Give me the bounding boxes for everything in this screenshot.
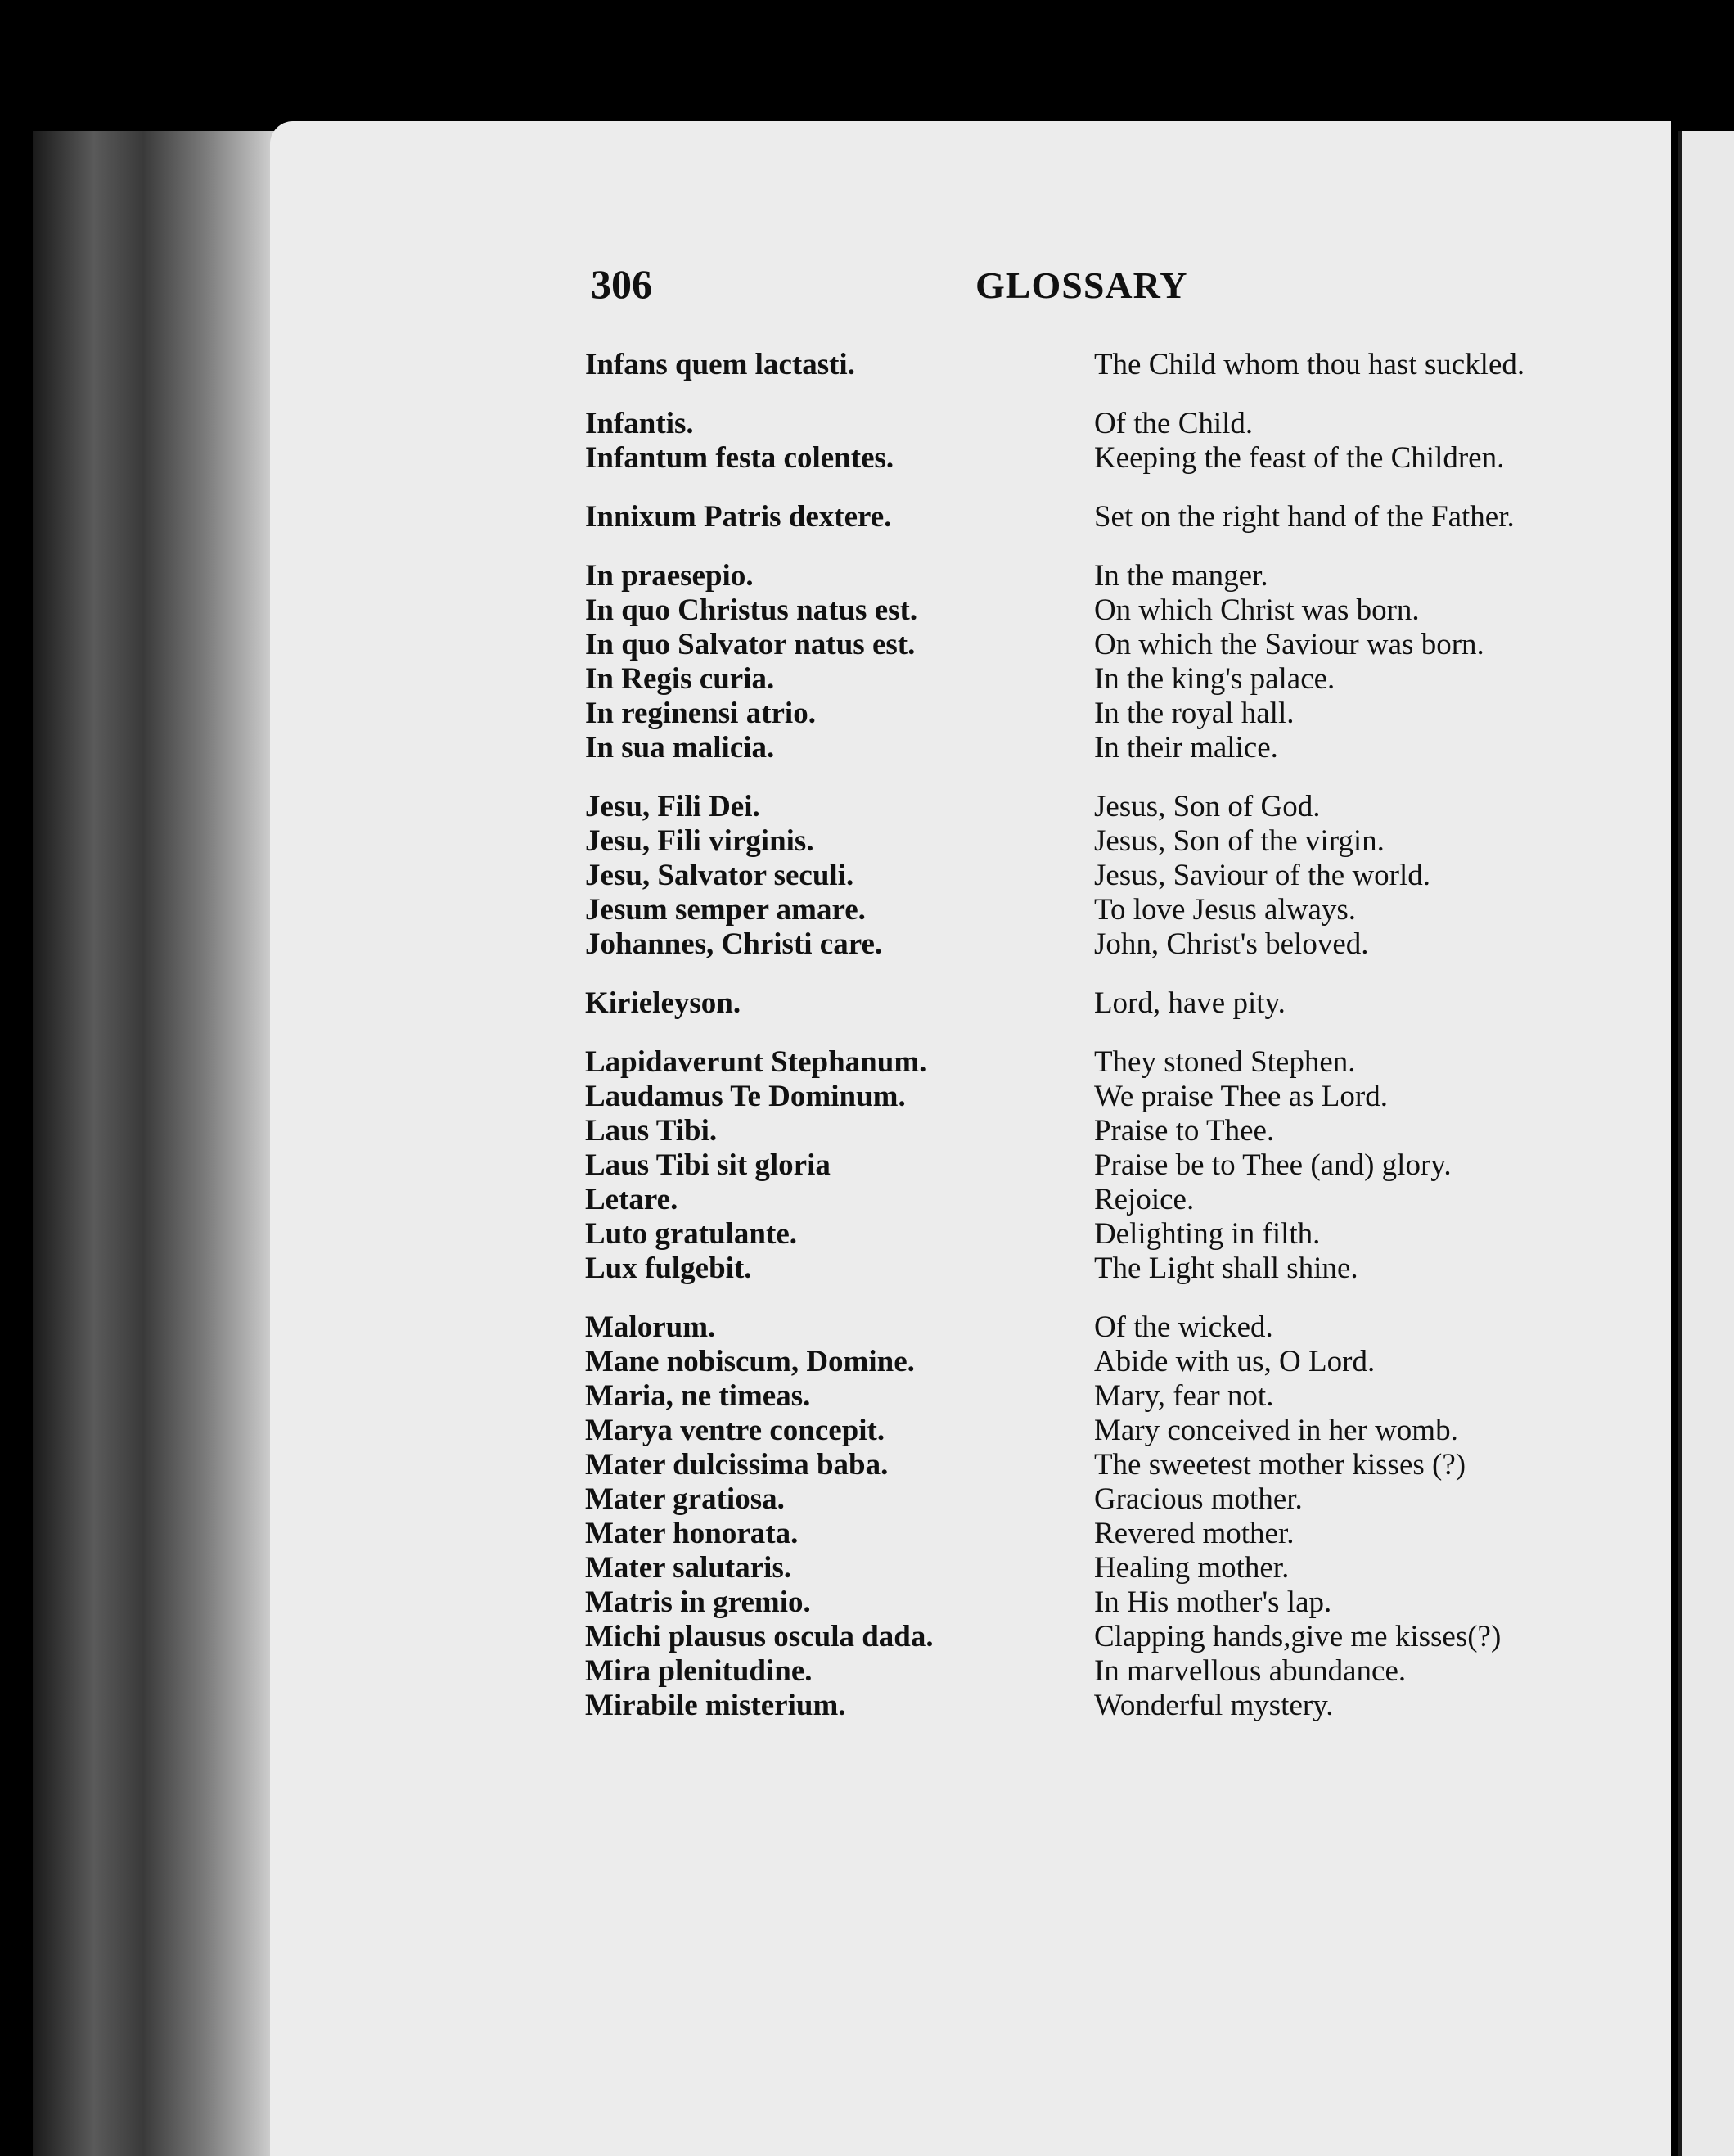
latin-term: Infans quem lactasti. bbox=[585, 348, 855, 381]
english-translation: Jesus, Son of God. bbox=[1093, 790, 1321, 823]
glossary-entry bbox=[585, 500, 1592, 534]
glossary-entry bbox=[585, 1517, 1592, 1551]
glossary-entry bbox=[585, 1620, 1592, 1654]
latin-term: Jesum semper amare. bbox=[585, 893, 866, 927]
latin-term: Mirabile misterium. bbox=[585, 1689, 846, 1722]
glossary-group bbox=[585, 1310, 1592, 1723]
english-translation: Delighting in filth. bbox=[1093, 1217, 1321, 1251]
latin-term: Matris in gremio. bbox=[585, 1585, 811, 1619]
latin-term: Jesu, Fili virginis. bbox=[585, 824, 814, 858]
glossary-entry bbox=[585, 731, 1592, 765]
latin-term: Jesu, Salvator seculi. bbox=[585, 859, 854, 892]
latin-term: In quo Christus natus est. bbox=[585, 593, 918, 627]
glossary-entry bbox=[585, 697, 1592, 731]
english-translation: The Child whom thou hast suckled. bbox=[1093, 348, 1525, 381]
english-translation: Revered mother. bbox=[1093, 1517, 1295, 1550]
glossary-entry bbox=[585, 1482, 1592, 1517]
latin-term: Luto gratulante. bbox=[585, 1217, 797, 1251]
facing-page-edge bbox=[1678, 131, 1734, 2156]
running-title: GLOSSARY bbox=[975, 264, 1188, 306]
english-translation: Mary conceived in her womb. bbox=[1093, 1414, 1458, 1447]
glossary-entry bbox=[585, 1045, 1592, 1080]
latin-term: In sua malicia. bbox=[585, 731, 775, 765]
english-translation: Abide with us, O Lord. bbox=[1093, 1345, 1376, 1378]
english-translation: Keeping the feast of the Children. bbox=[1093, 441, 1505, 475]
latin-term: Laus Tibi sit gloria bbox=[585, 1148, 831, 1182]
latin-term: In praesepio. bbox=[585, 559, 754, 593]
glossary-group bbox=[585, 348, 1592, 382]
glossary-entry bbox=[585, 1345, 1592, 1379]
english-translation: In marvellous abundance. bbox=[1093, 1654, 1407, 1688]
latin-term: Laus Tibi. bbox=[585, 1114, 718, 1148]
english-translation: We praise Thee as Lord. bbox=[1093, 1080, 1388, 1113]
latin-term: Mane nobiscum, Domine. bbox=[585, 1345, 915, 1378]
glossary-entry bbox=[585, 927, 1592, 962]
english-translation: On which Christ was born. bbox=[1093, 593, 1420, 627]
glossary-group bbox=[585, 790, 1592, 962]
glossary-group bbox=[585, 500, 1592, 534]
glossary-entry bbox=[585, 986, 1592, 1021]
english-translation: On which the Saviour was born. bbox=[1093, 628, 1484, 661]
glossary-entry bbox=[585, 1217, 1592, 1252]
english-translation: The sweetest mother kisses (?) bbox=[1093, 1448, 1466, 1482]
glossary-entry bbox=[585, 859, 1592, 893]
glossary-group bbox=[585, 986, 1592, 1021]
english-translation: Of the Child. bbox=[1093, 407, 1254, 440]
english-translation: In the manger. bbox=[1093, 559, 1268, 593]
glossary-list bbox=[585, 348, 1592, 1748]
english-translation: In the royal hall. bbox=[1093, 697, 1295, 730]
glossary-entry bbox=[585, 790, 1592, 824]
glossary-entry bbox=[585, 628, 1592, 662]
latin-term: In Regis curia. bbox=[585, 662, 775, 696]
glossary-entry bbox=[585, 1080, 1592, 1114]
glossary-entry bbox=[585, 441, 1592, 476]
glossary-group bbox=[585, 1045, 1592, 1286]
latin-term: Kirieleyson. bbox=[585, 986, 741, 1020]
latin-term: Mater salutaris. bbox=[585, 1551, 792, 1585]
english-translation: Set on the right hand of the Father. bbox=[1093, 500, 1515, 534]
english-translation: Mary, fear not. bbox=[1093, 1379, 1274, 1413]
english-translation: Clapping hands,give me kisses(?) bbox=[1093, 1620, 1502, 1653]
english-translation: Rejoice. bbox=[1093, 1183, 1195, 1216]
glossary-entry bbox=[585, 1551, 1592, 1585]
english-translation: Jesus, Saviour of the world. bbox=[1093, 859, 1431, 892]
english-translation: Lord, have pity. bbox=[1093, 986, 1286, 1020]
book-spine-edge bbox=[33, 131, 278, 2156]
latin-term: Mater gratiosa. bbox=[585, 1482, 785, 1516]
english-translation: In the king's palace. bbox=[1093, 662, 1335, 696]
latin-term: Infantum festa colentes. bbox=[585, 441, 894, 475]
glossary-entry bbox=[585, 1689, 1592, 1723]
latin-term: Mater dulcissima baba. bbox=[585, 1448, 889, 1482]
english-translation: In their malice. bbox=[1093, 731, 1278, 765]
latin-term: Michi plausus oscula dada. bbox=[585, 1620, 934, 1653]
glossary-entry bbox=[585, 1310, 1592, 1345]
latin-term: Lapidaverunt Stephanum. bbox=[585, 1045, 927, 1079]
english-translation: To love Jesus always. bbox=[1093, 893, 1357, 927]
english-translation: Healing mother. bbox=[1093, 1551, 1290, 1585]
english-translation: In His mother's lap. bbox=[1093, 1585, 1332, 1619]
latin-term: Marya ventre concepit. bbox=[585, 1414, 885, 1447]
english-translation: Praise to Thee. bbox=[1093, 1114, 1275, 1148]
glossary-entry bbox=[585, 1114, 1592, 1148]
glossary-entry bbox=[585, 1448, 1592, 1482]
latin-term: In reginensi atrio. bbox=[585, 697, 816, 730]
english-translation: They stoned Stephen. bbox=[1093, 1045, 1356, 1079]
latin-term: Mater honorata. bbox=[585, 1517, 799, 1550]
latin-term: Johannes, Christi care. bbox=[585, 927, 883, 961]
glossary-group bbox=[585, 559, 1592, 765]
english-translation: Praise be to Thee (and) glory. bbox=[1093, 1148, 1452, 1182]
english-translation: Jesus, Son of the virgin. bbox=[1093, 824, 1385, 858]
latin-term: Infantis. bbox=[585, 407, 694, 440]
latin-term: Jesu, Fili Dei. bbox=[585, 790, 760, 823]
glossary-entry bbox=[585, 348, 1592, 382]
glossary-entry bbox=[585, 1148, 1592, 1183]
latin-term: Innixum Patris dextere. bbox=[585, 500, 892, 534]
glossary-entry bbox=[585, 662, 1592, 697]
glossary-group bbox=[585, 407, 1592, 476]
latin-term: In quo Salvator natus est. bbox=[585, 628, 916, 661]
page-header bbox=[591, 260, 1458, 318]
english-translation: Gracious mother. bbox=[1093, 1482, 1303, 1516]
latin-term: Maria, ne timeas. bbox=[585, 1379, 811, 1413]
glossary-entry bbox=[585, 1585, 1592, 1620]
latin-term: Laudamus Te Dominum. bbox=[585, 1080, 906, 1113]
english-translation: The Light shall shine. bbox=[1093, 1252, 1358, 1285]
glossary-entry bbox=[585, 593, 1592, 628]
glossary-entry bbox=[585, 893, 1592, 927]
glossary-entry bbox=[585, 559, 1592, 593]
english-translation: Of the wicked. bbox=[1093, 1310, 1273, 1344]
glossary-entry bbox=[585, 824, 1592, 859]
glossary-entry bbox=[585, 1379, 1592, 1414]
glossary-entry bbox=[585, 1654, 1592, 1689]
latin-term: Malorum. bbox=[585, 1310, 716, 1344]
latin-term: Letare. bbox=[585, 1183, 678, 1216]
page-number: 306 bbox=[591, 261, 652, 307]
glossary-entry bbox=[585, 1414, 1592, 1448]
english-translation: Wonderful mystery. bbox=[1093, 1689, 1334, 1722]
latin-term: Mira plenitudine. bbox=[585, 1654, 813, 1688]
glossary-entry bbox=[585, 407, 1592, 441]
latin-term: Lux fulgebit. bbox=[585, 1252, 752, 1285]
english-translation: John, Christ's beloved. bbox=[1093, 927, 1369, 961]
glossary-entry bbox=[585, 1252, 1592, 1286]
glossary-entry bbox=[585, 1183, 1592, 1217]
